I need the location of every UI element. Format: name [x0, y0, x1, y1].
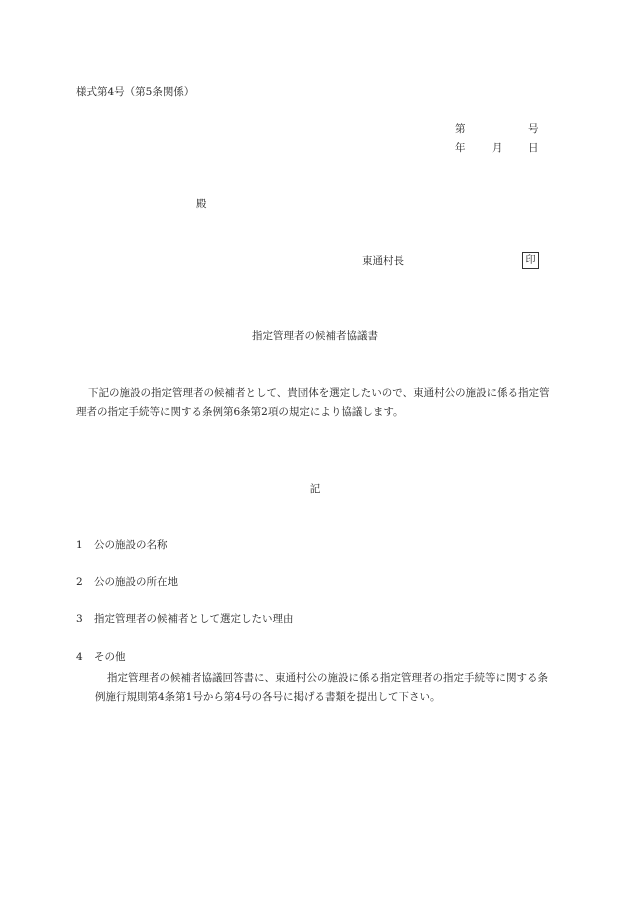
item-number: 4 [76, 651, 83, 663]
body-paragraph: 下記の施設の指定管理者の候補者として、貴団体を選定したいので、東通村公の施設に係る指定管理者の指定手続等に関する条例第6条第2項の規定により協議します。 [76, 387, 550, 418]
document-title: 指定管理者の候補者協議書 [252, 330, 378, 342]
addressee-suffix: 殿 [196, 198, 207, 210]
item-number: 3 [76, 613, 83, 625]
item-label: 指定管理者の候補者として選定したい理由 [94, 613, 294, 625]
number-suffix: 号 [528, 123, 539, 135]
date-month: 月 [492, 142, 503, 154]
list-item [76, 539, 168, 552]
ki-heading: 記 [309, 483, 321, 495]
list-item [76, 613, 294, 626]
sender-name: 東通村長 [362, 255, 404, 267]
item-label: 公の施設の所在地 [94, 576, 178, 588]
item-label: その他 [94, 651, 126, 663]
number-prefix: 第 [455, 123, 466, 135]
date-day: 日 [528, 142, 539, 154]
list-item [76, 651, 126, 664]
item-number: 2 [76, 576, 83, 588]
seal-mark: 印 [522, 252, 539, 269]
other-note: 指定管理者の候補者協議回答書に、東通村公の施設に係る指定管理者の指定手続等に関する条例施行規則第4条第1号から第4号の各号に掲げる書類を提出して下さい。 [95, 672, 548, 703]
form-number: 様式第4号（第5条関係） [76, 86, 195, 98]
item-number: 1 [76, 539, 83, 551]
date-year: 年 [455, 142, 466, 154]
item-label: 公の施設の名称 [94, 539, 168, 551]
list-item [76, 576, 178, 589]
